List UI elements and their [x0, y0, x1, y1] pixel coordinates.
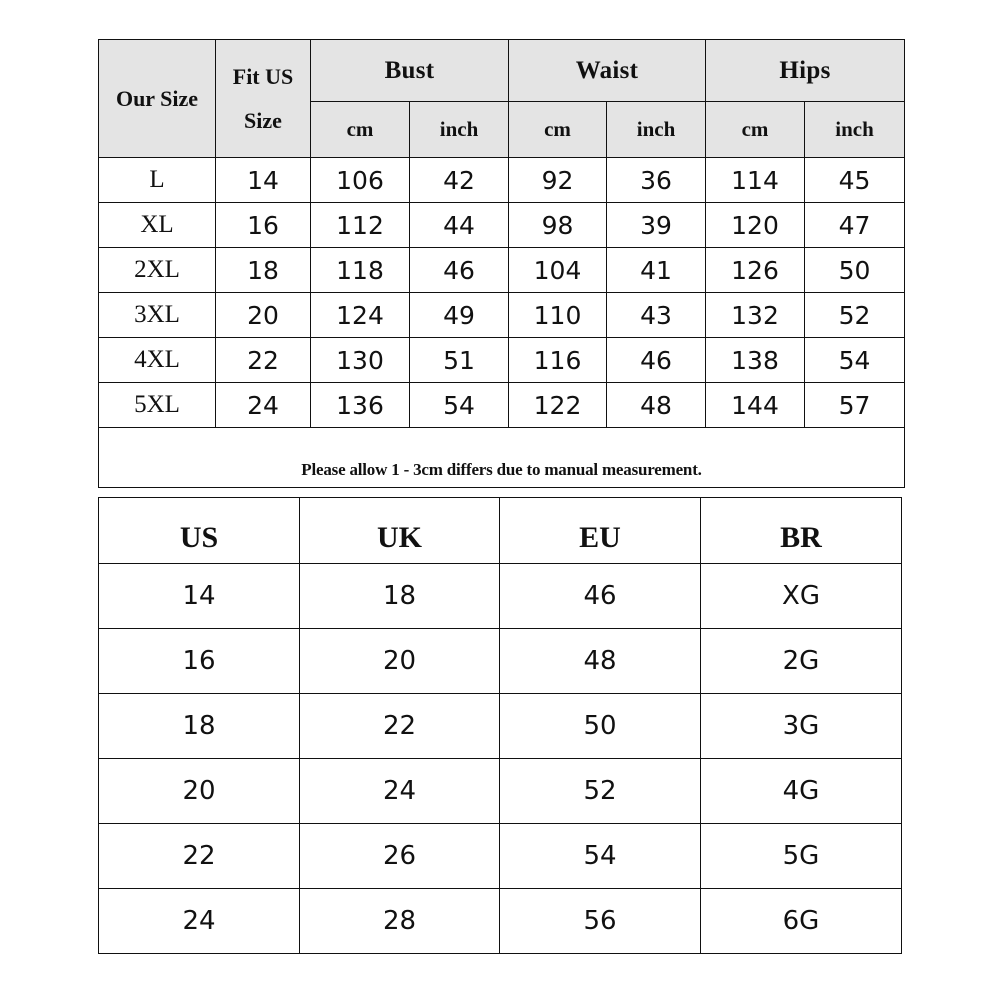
- cell-us: 24: [99, 889, 300, 954]
- header-fit-us-size-line1: Fit US: [232, 63, 294, 89]
- cell-bust-cm: 136: [311, 383, 410, 428]
- cell-br: 3G: [701, 694, 902, 759]
- cell-fit-us: 14: [216, 158, 311, 203]
- cell-uk: 24: [300, 759, 500, 824]
- cell-bust-inch: 54: [410, 383, 509, 428]
- cell-uk: 18: [300, 564, 500, 629]
- table-row: [99, 293, 905, 338]
- cell-eu: 46: [500, 564, 701, 629]
- cell-our-size: L: [99, 158, 216, 203]
- header-waist: Waist: [509, 40, 706, 102]
- header-eu: EU: [500, 498, 701, 564]
- cell-uk: 28: [300, 889, 500, 954]
- cell-hips-inch: 52: [805, 293, 905, 338]
- cell-bust-cm: 130: [311, 338, 410, 383]
- header-hips-cm: cm: [706, 102, 805, 158]
- measurement-note: Please allow 1 - 3cm differs due to manual measurement.: [99, 428, 905, 488]
- header-uk: UK: [300, 498, 500, 564]
- cell-hips-cm: 138: [706, 338, 805, 383]
- cell-uk: 26: [300, 824, 500, 889]
- header-waist-cm: cm: [509, 102, 607, 158]
- cell-hips-inch: 50: [805, 248, 905, 293]
- cell-eu: 54: [500, 824, 701, 889]
- table-row: [99, 338, 905, 383]
- cell-us: 14: [99, 564, 300, 629]
- table-row: [99, 203, 905, 248]
- cell-our-size: 3XL: [99, 293, 216, 338]
- cell-fit-us: 22: [216, 338, 311, 383]
- cell-us: 18: [99, 694, 300, 759]
- cell-us: 16: [99, 629, 300, 694]
- cell-eu: 52: [500, 759, 701, 824]
- table-row: [99, 759, 902, 824]
- cell-bust-inch: 44: [410, 203, 509, 248]
- cell-br: 6G: [701, 889, 902, 954]
- cell-br: 5G: [701, 824, 902, 889]
- cell-hips-inch: 57: [805, 383, 905, 428]
- cell-waist-inch: 36: [607, 158, 706, 203]
- cell-waist-inch: 41: [607, 248, 706, 293]
- cell-waist-cm: 122: [509, 383, 607, 428]
- cell-hips-cm: 114: [706, 158, 805, 203]
- cell-waist-inch: 48: [607, 383, 706, 428]
- header-hips-inch: inch: [805, 102, 905, 158]
- cell-hips-cm: 120: [706, 203, 805, 248]
- cell-hips-cm: 126: [706, 248, 805, 293]
- cell-waist-cm: 92: [509, 158, 607, 203]
- conversion-chart-header: [99, 498, 902, 564]
- size-chart-header-row-groups: [99, 40, 905, 102]
- cell-waist-inch: 46: [607, 338, 706, 383]
- cell-bust-cm: 106: [311, 158, 410, 203]
- cell-bust-cm: 124: [311, 293, 410, 338]
- cell-eu: 56: [500, 889, 701, 954]
- header-fit-us-size-line2: Size: [244, 107, 282, 133]
- cell-waist-inch: 43: [607, 293, 706, 338]
- cell-waist-cm: 110: [509, 293, 607, 338]
- table-row: [99, 564, 902, 629]
- cell-uk: 22: [300, 694, 500, 759]
- cell-fit-us: 16: [216, 203, 311, 248]
- table-row: [99, 824, 902, 889]
- conversion-header-row: [99, 498, 902, 564]
- cell-our-size: 4XL: [99, 338, 216, 383]
- cell-eu: 48: [500, 629, 701, 694]
- cell-our-size: XL: [99, 203, 216, 248]
- cell-eu: 50: [500, 694, 701, 759]
- cell-waist-cm: 98: [509, 203, 607, 248]
- table-row: [99, 248, 905, 293]
- cell-us: 20: [99, 759, 300, 824]
- note-row: [99, 428, 905, 488]
- cell-hips-inch: 54: [805, 338, 905, 383]
- table-row: [99, 158, 905, 203]
- cell-fit-us: 24: [216, 383, 311, 428]
- table-row: [99, 889, 902, 954]
- header-fit-us-size: [216, 40, 311, 158]
- cell-fit-us: 18: [216, 248, 311, 293]
- cell-br: XG: [701, 564, 902, 629]
- cell-bust-inch: 46: [410, 248, 509, 293]
- cell-us: 22: [99, 824, 300, 889]
- table-row: [99, 383, 905, 428]
- cell-waist-inch: 39: [607, 203, 706, 248]
- cell-bust-cm: 112: [311, 203, 410, 248]
- header-us: US: [99, 498, 300, 564]
- conversion-chart-body: [99, 564, 902, 954]
- cell-bust-inch: 49: [410, 293, 509, 338]
- cell-hips-cm: 144: [706, 383, 805, 428]
- cell-br: 2G: [701, 629, 902, 694]
- cell-uk: 20: [300, 629, 500, 694]
- cell-bust-inch: 51: [410, 338, 509, 383]
- cell-our-size: 2XL: [99, 248, 216, 293]
- cell-hips-inch: 47: [805, 203, 905, 248]
- header-hips: Hips: [706, 40, 905, 102]
- cell-waist-cm: 104: [509, 248, 607, 293]
- cell-bust-cm: 118: [311, 248, 410, 293]
- size-chart-table: [98, 39, 905, 488]
- size-chart-body: [99, 158, 905, 488]
- header-bust: Bust: [311, 40, 509, 102]
- table-row: [99, 694, 902, 759]
- size-conversion-table: [98, 497, 902, 954]
- cell-fit-us: 20: [216, 293, 311, 338]
- header-bust-cm: cm: [311, 102, 410, 158]
- cell-hips-cm: 132: [706, 293, 805, 338]
- size-chart-header: [99, 40, 905, 158]
- header-our-size: Our Size: [99, 40, 216, 158]
- cell-waist-cm: 116: [509, 338, 607, 383]
- cell-br: 4G: [701, 759, 902, 824]
- table-row: [99, 629, 902, 694]
- header-waist-inch: inch: [607, 102, 706, 158]
- cell-bust-inch: 42: [410, 158, 509, 203]
- cell-hips-inch: 45: [805, 158, 905, 203]
- header-bust-inch: inch: [410, 102, 509, 158]
- header-br: BR: [701, 498, 902, 564]
- cell-our-size: 5XL: [99, 383, 216, 428]
